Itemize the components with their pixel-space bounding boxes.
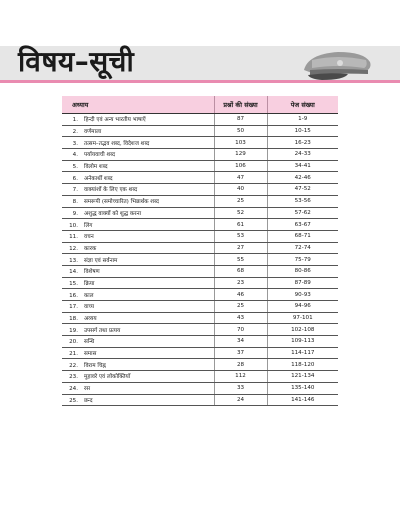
chapter-cell <box>62 230 214 242</box>
table-row <box>62 301 338 313</box>
question-count-cell: 25 <box>214 195 267 207</box>
page-range-cell: 72-74 <box>267 242 338 254</box>
police-cap-icon <box>298 48 378 82</box>
chapter-number: 14. <box>69 269 78 276</box>
table-row <box>62 277 338 289</box>
chapter-number: 24. <box>69 386 78 393</box>
chapter-title: अनेकार्थी शब्द <box>84 175 113 182</box>
chapter-cell <box>62 184 214 196</box>
chapter-number: 19. <box>69 327 78 334</box>
page-range-cell: 16-23 <box>267 137 338 149</box>
question-count-cell: 46 <box>214 289 267 301</box>
table-body <box>62 114 338 406</box>
column-header-pages: पेज संख्या <box>267 96 338 114</box>
question-count-cell: 33 <box>214 382 267 394</box>
page-range-cell: 102-108 <box>267 324 338 336</box>
page-range-cell: 135-140 <box>267 382 338 394</box>
page-range-cell: 109-113 <box>267 336 338 348</box>
chapter-number: 1. <box>72 117 78 124</box>
table-row <box>62 114 338 126</box>
page-range-cell: 34-41 <box>267 160 338 172</box>
page-range-cell: 1-9 <box>267 114 338 126</box>
column-header-questions: प्रश्नों की संख्या <box>214 96 267 114</box>
chapter-number: 10. <box>69 222 78 229</box>
chapter-title: तत्सम–तद्भव शब्द, विदेशज शब्द <box>84 140 150 147</box>
chapter-number: 12. <box>69 245 78 252</box>
question-count-cell: 50 <box>214 125 267 137</box>
chapter-title: क्रिया <box>84 280 95 287</box>
chapter-cell <box>62 347 214 359</box>
question-count-cell: 106 <box>214 160 267 172</box>
question-count-cell: 25 <box>214 301 267 313</box>
chapter-title: कारक <box>84 245 97 252</box>
column-header-chapter: अध्याय <box>62 96 214 114</box>
table-row <box>62 219 338 231</box>
chapter-title: समरूपी (समोच्चारित) भिन्नार्थक शब्द <box>84 199 159 206</box>
question-count-cell: 47 <box>214 172 267 184</box>
chapter-number: 25. <box>69 397 78 404</box>
chapter-title: छन्द <box>84 397 93 404</box>
table-row <box>62 312 338 324</box>
chapter-number: 9. <box>72 210 78 217</box>
page-range-cell: 68-71 <box>267 230 338 242</box>
table-row <box>62 172 338 184</box>
chapter-number: 17. <box>69 304 78 311</box>
table-row <box>62 265 338 277</box>
chapter-number: 6. <box>72 175 78 182</box>
page-range-cell: 90-93 <box>267 289 338 301</box>
chapter-title: संज्ञा एवं सर्वनाम <box>84 257 118 264</box>
chapter-cell <box>62 371 214 383</box>
question-count-cell: 129 <box>214 149 267 161</box>
chapter-number: 5. <box>72 164 78 171</box>
chapter-cell <box>62 149 214 161</box>
chapter-number: 16. <box>69 292 78 299</box>
chapter-title: मुहावरे एवं लोकोक्तियाँ <box>84 374 131 381</box>
chapter-number: 20. <box>69 339 78 346</box>
table-row <box>62 207 338 219</box>
question-count-cell: 43 <box>214 312 267 324</box>
chapter-cell <box>62 312 214 324</box>
chapter-cell <box>62 242 214 254</box>
table-header-row <box>62 96 338 114</box>
chapter-number: 23. <box>69 374 78 381</box>
chapter-title: वचन <box>84 234 94 241</box>
chapter-title: लिंग <box>84 222 93 229</box>
question-count-cell: 68 <box>214 265 267 277</box>
chapter-number: 18. <box>69 316 78 323</box>
chapter-title: उपसर्ग तथा प्रत्यय <box>84 327 121 334</box>
table-row <box>62 125 338 137</box>
table-row <box>62 394 338 406</box>
page-range-cell: 10-15 <box>267 125 338 137</box>
chapter-title: हिन्दी एवं अन्य भारतीय भाषाएँ <box>84 117 146 124</box>
table-row <box>62 230 338 242</box>
chapter-cell <box>62 359 214 371</box>
chapter-number: 2. <box>72 129 78 136</box>
page-range-cell: 87-89 <box>267 277 338 289</box>
chapter-cell <box>62 382 214 394</box>
chapter-number: 8. <box>72 199 78 206</box>
chapter-cell <box>62 172 214 184</box>
question-count-cell: 40 <box>214 184 267 196</box>
table-row <box>62 289 338 301</box>
chapter-number: 15. <box>69 280 78 287</box>
chapter-cell <box>62 277 214 289</box>
question-count-cell: 53 <box>214 230 267 242</box>
chapter-cell <box>62 254 214 266</box>
chapter-cell <box>62 265 214 277</box>
question-count-cell: 23 <box>214 277 267 289</box>
page-range-cell: 42-46 <box>267 172 338 184</box>
chapter-title: विराम चिह्न <box>84 362 106 369</box>
chapter-number: 13. <box>69 257 78 264</box>
page-range-cell: 97-101 <box>267 312 338 324</box>
question-count-cell: 112 <box>214 371 267 383</box>
table-row <box>62 160 338 172</box>
table-row <box>62 149 338 161</box>
question-count-cell: 70 <box>214 324 267 336</box>
table-row <box>62 382 338 394</box>
table-row <box>62 359 338 371</box>
chapter-number: 3. <box>72 140 78 147</box>
chapter-number: 21. <box>69 351 78 358</box>
question-count-cell: 103 <box>214 137 267 149</box>
page-range-cell: 24-33 <box>267 149 338 161</box>
page-range-cell: 47-52 <box>267 184 338 196</box>
chapter-cell <box>62 125 214 137</box>
chapter-cell <box>62 195 214 207</box>
chapter-cell <box>62 324 214 336</box>
chapter-cell <box>62 219 214 231</box>
question-count-cell: 55 <box>214 254 267 266</box>
table-row <box>62 324 338 336</box>
page-range-cell: 57-62 <box>267 207 338 219</box>
chapter-title: पर्यायवाची शब्द <box>84 152 116 159</box>
chapter-cell <box>62 301 214 313</box>
page-range-cell: 141-146 <box>267 394 338 406</box>
table-row <box>62 242 338 254</box>
chapter-title: अशुद्ध वाक्यों को शुद्ध करना <box>84 210 142 217</box>
table-row <box>62 137 338 149</box>
question-count-cell: 28 <box>214 359 267 371</box>
chapter-title: समास <box>84 351 97 358</box>
chapter-title: विशेषण <box>84 269 100 276</box>
question-count-cell: 61 <box>214 219 267 231</box>
chapter-title: वाक्यांशों के लिए एक शब्द <box>84 187 138 194</box>
page-range-cell: 118-120 <box>267 359 338 371</box>
chapter-cell <box>62 394 214 406</box>
contents-table <box>62 96 338 406</box>
page-range-cell: 94-96 <box>267 301 338 313</box>
question-count-cell: 52 <box>214 207 267 219</box>
table-row <box>62 371 338 383</box>
chapter-cell <box>62 160 214 172</box>
question-count-cell: 34 <box>214 336 267 348</box>
page-range-cell: 114-117 <box>267 347 338 359</box>
page-title: विषय–सूची <box>18 45 135 78</box>
chapter-number: 4. <box>72 152 78 159</box>
page-range-cell: 75-79 <box>267 254 338 266</box>
table-row <box>62 254 338 266</box>
chapter-title: वाच्य <box>84 304 95 311</box>
question-count-cell: 27 <box>214 242 267 254</box>
chapter-number: 22. <box>69 362 78 369</box>
page-range-cell: 121-134 <box>267 371 338 383</box>
table-row <box>62 195 338 207</box>
question-count-cell: 24 <box>214 394 267 406</box>
chapter-title: रस <box>84 386 91 393</box>
chapter-title: वर्णमाला <box>84 129 102 136</box>
page-range-cell: 63-67 <box>267 219 338 231</box>
chapter-cell <box>62 336 214 348</box>
page-range-cell: 53-56 <box>267 195 338 207</box>
chapter-number: 7. <box>72 187 78 194</box>
page-range-cell: 80-86 <box>267 265 338 277</box>
table-row <box>62 347 338 359</box>
chapter-cell <box>62 137 214 149</box>
chapter-cell <box>62 207 214 219</box>
chapter-title: सन्धि <box>84 339 95 346</box>
chapter-title: विलोम शब्द <box>84 164 108 171</box>
table-row <box>62 184 338 196</box>
chapter-cell <box>62 114 214 126</box>
chapter-title: अव्यय <box>84 316 97 323</box>
question-count-cell: 87 <box>214 114 267 126</box>
chapter-number: 11. <box>69 234 78 241</box>
chapter-title: काल <box>84 292 94 299</box>
chapter-cell <box>62 289 214 301</box>
question-count-cell: 37 <box>214 347 267 359</box>
table-row <box>62 336 338 348</box>
